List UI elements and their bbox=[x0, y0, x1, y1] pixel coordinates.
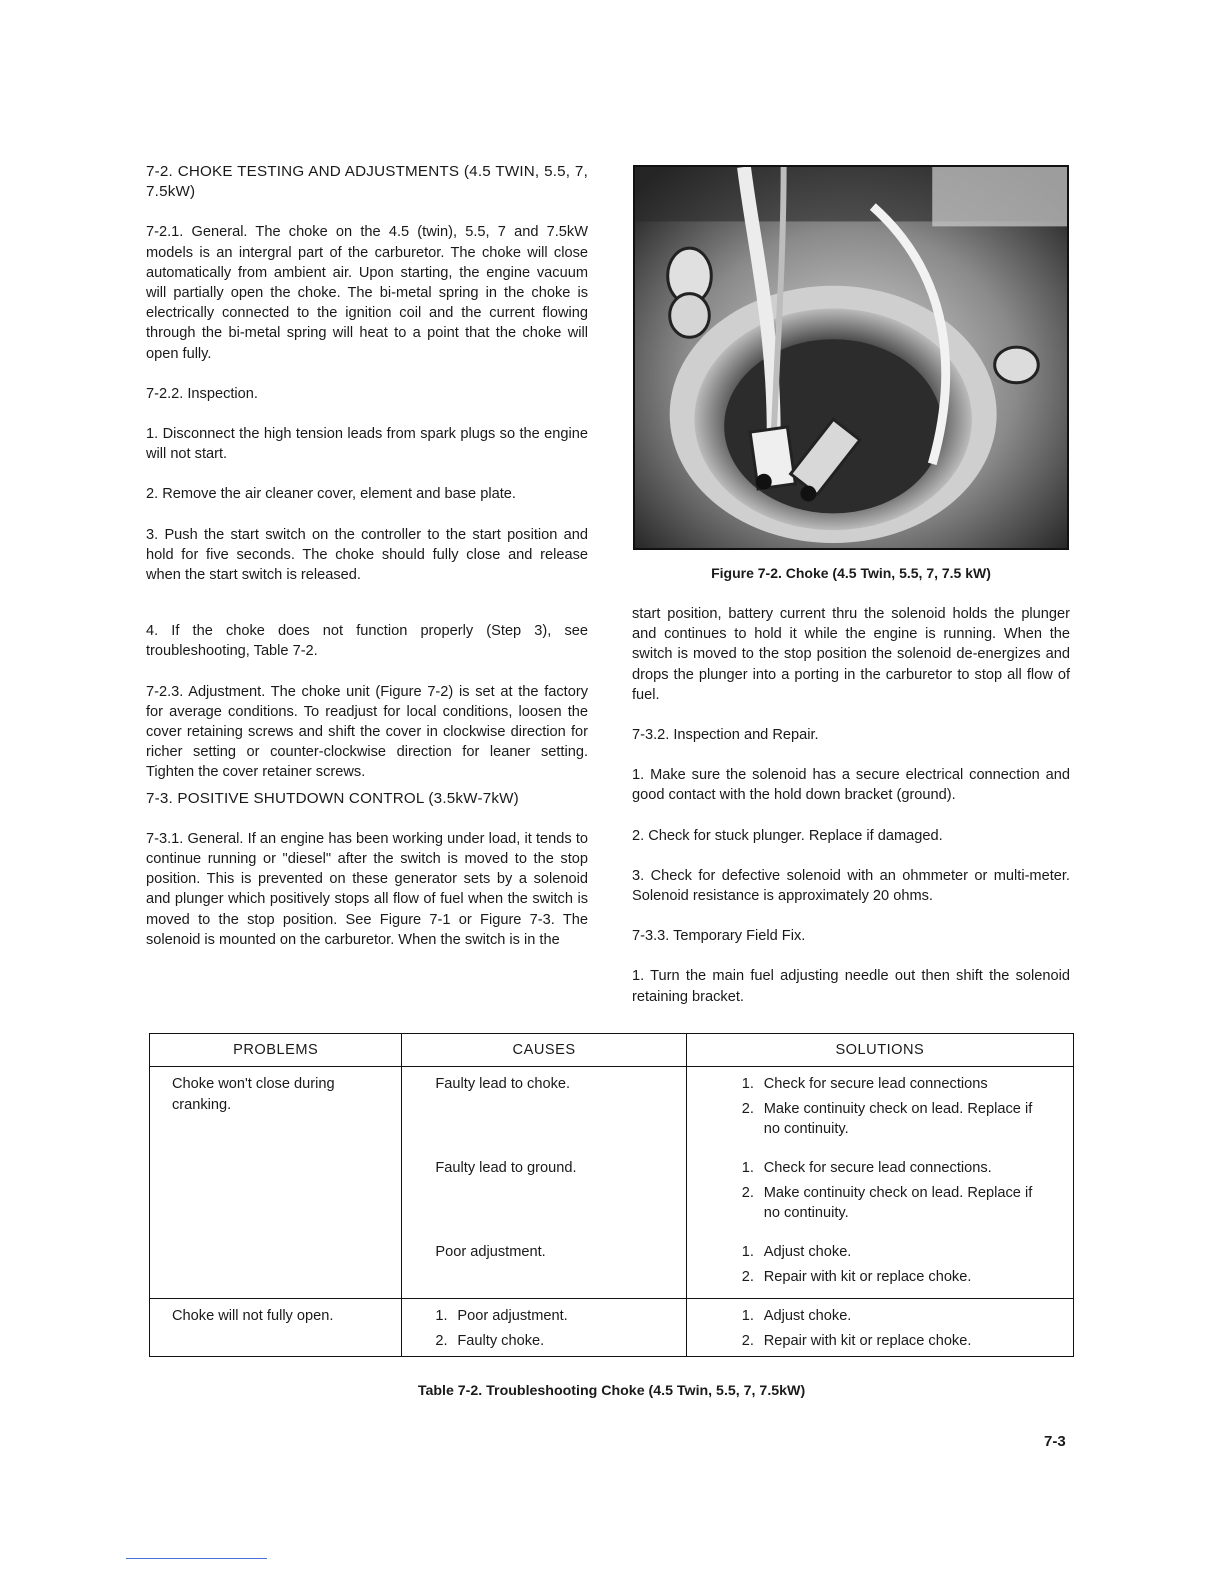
list-number: 2. bbox=[741, 1268, 754, 1285]
inspection-step-3: 3. Push the start switch on the controller to the start position and hold for five seconds. The choke should fully close and release when the start switch is released. bbox=[146, 526, 588, 584]
list-text: Make continuity check on lead. Replace if no continuity. bbox=[763, 1100, 1033, 1137]
header-causes: CAUSES bbox=[402, 1034, 686, 1067]
list-text: Adjust choke. bbox=[763, 1244, 852, 1260]
causes-cell bbox=[402, 1299, 686, 1357]
inspection-step-4: 4. If the choke does not function properly (Step 3), see troubleshooting, Table 7-2. bbox=[146, 623, 588, 660]
field-fix-step-1: 1. Turn the main fuel adjusting needle out then shift the solenoid retaining bracket. bbox=[632, 968, 1070, 1005]
table-row bbox=[150, 1299, 1074, 1357]
figure-choke-photo bbox=[633, 165, 1069, 550]
list-text: Repair with kit or replace choke. bbox=[763, 1332, 972, 1349]
list-text: Faulty choke. bbox=[457, 1332, 545, 1349]
causes-cell bbox=[402, 1067, 686, 1299]
list-text: Adjust choke. bbox=[763, 1308, 852, 1324]
list-item bbox=[435, 1306, 685, 1327]
choke-photo-illustration bbox=[635, 167, 1067, 548]
solution-group bbox=[687, 1158, 1073, 1242]
list-text: Repair with kit or replace choke. bbox=[763, 1268, 972, 1285]
header-solutions: SOLUTIONS bbox=[686, 1034, 1073, 1067]
list-number: 1. bbox=[741, 1160, 754, 1176]
section-heading-choke: 7-2. CHOKE TESTING AND ADJUSTMENTS (4.5 TWIN, 5.5, 7, 7.5kW) bbox=[146, 163, 588, 201]
inspection-step-2: 2. Remove the air cleaner cover, element and base plate. bbox=[146, 486, 516, 503]
solution-group bbox=[687, 1242, 1073, 1298]
cause-text: Poor adjustment. bbox=[435, 1244, 546, 1260]
table-row bbox=[150, 1067, 1074, 1299]
list-item bbox=[742, 1158, 1033, 1179]
solution-group bbox=[687, 1306, 1073, 1351]
solutions-cell bbox=[686, 1067, 1073, 1299]
solutions-cell bbox=[686, 1299, 1073, 1357]
page-number: 7-3 bbox=[1044, 1433, 1066, 1450]
list-text: Check for secure lead connections bbox=[763, 1076, 988, 1092]
repair-step-3: 3. Check for defective solenoid with an ohmmeter or multi-meter. Solenoid resistance is approximately 20 ohms. bbox=[632, 867, 1070, 905]
problem-text: Choke will not fully open. bbox=[172, 1308, 334, 1324]
cause-list bbox=[402, 1306, 685, 1351]
list-text: Poor adjustment. bbox=[457, 1308, 568, 1324]
list-text: Check for secure lead connections. bbox=[763, 1160, 992, 1176]
list-number: 2. bbox=[435, 1332, 448, 1349]
problem-cell bbox=[150, 1067, 402, 1299]
paragraph-shutdown-general: 7-3.1. General. If an engine has been working under load, it tends to continue running or "diesel" after the switch is moved to the stop position. This is prevented on these generator sets by a solenoid and plunger which positively stops all flow of fuel when the switch is moved to the stop position. See Figure 7-1 or Figure 7-3. The solenoid is mounted on the carburetor. When the switch is in the bbox=[146, 830, 588, 948]
list-item bbox=[435, 1331, 685, 1352]
cause-text: Faulty lead to ground. bbox=[435, 1160, 577, 1176]
inspection-step-1: 1. Disconnect the high tension leads from spark plugs so the engine will not start. bbox=[146, 426, 588, 463]
cause-text: Faulty lead to choke. bbox=[435, 1076, 571, 1092]
left-column bbox=[146, 162, 588, 950]
list-number: 1. bbox=[741, 1244, 754, 1260]
list-item bbox=[742, 1099, 1033, 1140]
paragraph-shutdown-continued: start position, battery current thru the solenoid holds the plunger and continues to hold it while the engine is running. When the switch is moved to the stop position the solenoid de-energizes and drops the plunger into a porting in the carburetor to stop all flow of fuel. bbox=[632, 606, 1070, 703]
list-text: Make continuity check on lead. Replace if no continuity. bbox=[763, 1184, 1033, 1221]
section-heading-shutdown: 7-3. POSITIVE SHUTDOWN CONTROL (3.5kW-7kW) bbox=[146, 789, 519, 807]
list-number: 1. bbox=[435, 1308, 448, 1324]
repair-step-2: 2. Check for stuck plunger. Replace if damaged. bbox=[632, 827, 943, 844]
subheading-inspection: 7-2.2. Inspection. bbox=[146, 385, 258, 402]
table-header-row bbox=[150, 1034, 1074, 1067]
list-number: 1. bbox=[741, 1308, 754, 1324]
list-item bbox=[742, 1242, 1033, 1263]
list-item bbox=[742, 1183, 1033, 1224]
list-item bbox=[742, 1267, 1033, 1288]
paragraph-general: 7-2.1. General. The choke on the 4.5 (twin), 5.5, 7 and 7.5kW models is an intergral part of the carburetor. The choke will close automatically from ambient air. Upon starting, the engine vacuum will partially open the choke. The bi-metal spring in the choke is electrically connected to the ignition coil and the current flowing through the bi-metal spring will heat to a point that the choke will open fully. bbox=[146, 224, 588, 362]
list-number: 1. bbox=[741, 1076, 754, 1092]
subheading-field-fix: 7-3.3. Temporary Field Fix. bbox=[632, 928, 806, 945]
repair-step-1: 1. Make sure the solenoid has a secure electrical connection and good contact with the hold down bracket (ground). bbox=[632, 767, 1070, 804]
list-item bbox=[742, 1074, 1033, 1095]
header-problems: PROBLEMS bbox=[150, 1034, 402, 1067]
list-item bbox=[742, 1331, 1033, 1352]
troubleshooting-table bbox=[149, 1033, 1074, 1357]
list-number: 2. bbox=[741, 1100, 754, 1117]
problem-cell bbox=[150, 1299, 402, 1357]
right-column bbox=[632, 604, 1070, 1007]
paragraph-adjustment: 7-2.3. Adjustment. The choke unit (Figure 7-2) is set at the factory for average conditions. To readjust for local conditions, loosen the cover retaining screws and shift the cover in clockwise direction for richer setting or counter-clockwise direction for leaner setting. Tighten the cover retainer screws. bbox=[146, 683, 588, 781]
list-number: 2. bbox=[741, 1184, 754, 1201]
solution-group bbox=[687, 1074, 1073, 1158]
subheading-inspection-repair: 7-3.2. Inspection and Repair. bbox=[632, 727, 819, 744]
figure-caption: Figure 7-2. Choke (4.5 Twin, 5.5, 7, 7.5 kW) bbox=[711, 565, 991, 581]
list-item bbox=[742, 1306, 1033, 1327]
list-number: 2. bbox=[741, 1332, 754, 1349]
table-caption: Table 7-2. Troubleshooting Choke (4.5 Twin, 5.5, 7, 7.5kW) bbox=[417, 1383, 806, 1399]
footer-rule bbox=[126, 1558, 267, 1559]
problem-text: Choke won't close during cranking. bbox=[172, 1076, 335, 1113]
